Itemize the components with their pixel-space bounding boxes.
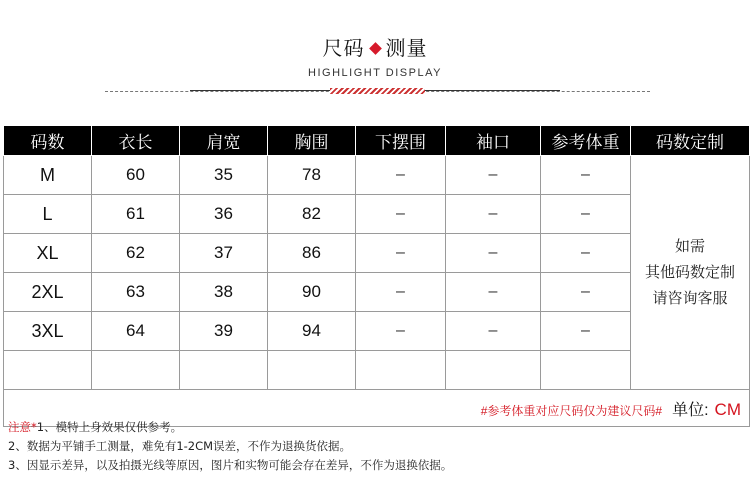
cell-weight: – (541, 312, 631, 351)
unit-label: 单位: (672, 401, 709, 419)
cell-weight: – (541, 195, 631, 234)
title-left: 尺码 (322, 36, 365, 60)
cell-weight: – (541, 234, 631, 273)
cell-weight: – (541, 156, 631, 195)
cell-cuff: – (446, 234, 541, 273)
cell-length: 64 (92, 312, 180, 351)
note-prefix: 注意* (8, 420, 37, 434)
cell-empty (180, 351, 268, 390)
cell-shoulder: 37 (180, 234, 268, 273)
page-title (0, 32, 750, 61)
cell-cuff: – (446, 195, 541, 234)
cell-hem: – (356, 312, 446, 351)
cell-shoulder: 35 (180, 156, 268, 195)
cell-hem: – (356, 156, 446, 195)
size-table (3, 125, 750, 427)
note-text-1: 1、模特上身效果仅供参考。 (36, 420, 183, 434)
notes-section (8, 418, 452, 475)
cell-size: XL (4, 234, 92, 273)
cell-size: 2XL (4, 273, 92, 312)
cell-chest: 86 (268, 234, 356, 273)
cell-empty (541, 351, 631, 390)
col-weight: 参考体重 (541, 126, 631, 156)
col-size: 码数 (4, 126, 92, 156)
cell-cuff: – (446, 156, 541, 195)
reference-weight-note: #参考体重对应尺码仅为建议尺码# (480, 403, 663, 418)
cell-length: 63 (92, 273, 180, 312)
custom-size-info (631, 156, 750, 390)
cell-empty (268, 351, 356, 390)
cell-empty (446, 351, 541, 390)
page-subtitle: HIGHLIGHT DISPLAY (308, 67, 442, 79)
cell-empty (356, 351, 446, 390)
cell-shoulder: 36 (180, 195, 268, 234)
cell-empty (4, 351, 92, 390)
cell-size: L (4, 195, 92, 234)
col-chest: 胸围 (268, 126, 356, 156)
col-custom: 码数定制 (631, 126, 750, 156)
note-line-3: 3、因显示差异，以及拍摄光线等原因，图片和实物可能会存在差异，不作为退换依据。 (8, 458, 453, 472)
cell-shoulder: 38 (180, 273, 268, 312)
cell-chest: 78 (268, 156, 356, 195)
cell-hem: – (356, 234, 446, 273)
cell-size: M (4, 156, 92, 195)
cell-weight: – (541, 273, 631, 312)
cell-length: 62 (92, 234, 180, 273)
cell-empty (92, 351, 180, 390)
cell-cuff: – (446, 312, 541, 351)
col-hem: 下摆围 (356, 126, 446, 156)
stripe-decoration (330, 88, 425, 94)
custom-line-2: 其他码数定制 (644, 263, 735, 281)
cell-hem: – (356, 195, 446, 234)
note-line-1 (8, 418, 452, 437)
cell-size: 3XL (4, 312, 92, 351)
title-right: 测量 (385, 36, 428, 60)
table-row (4, 156, 750, 195)
cell-shoulder: 39 (180, 312, 268, 351)
custom-line-1: 如需 (674, 237, 705, 255)
col-cuff: 袖口 (446, 126, 541, 156)
col-shoulder: 肩宽 (180, 126, 268, 156)
cell-chest: 82 (268, 195, 356, 234)
cell-length: 60 (92, 156, 180, 195)
unit-value: CM (714, 399, 741, 419)
col-length: 衣长 (92, 126, 180, 156)
diamond-icon (369, 42, 382, 55)
note-line-2: 2、数据为平铺手工测量，难免有1-2CM误差，不作为退换货依据。 (8, 439, 352, 453)
table-header-row (4, 126, 750, 156)
cell-chest: 90 (268, 273, 356, 312)
custom-line-3: 请咨询客服 (652, 289, 728, 307)
cell-length: 61 (92, 195, 180, 234)
cell-chest: 94 (268, 312, 356, 351)
cell-hem: – (356, 273, 446, 312)
cell-cuff: – (446, 273, 541, 312)
